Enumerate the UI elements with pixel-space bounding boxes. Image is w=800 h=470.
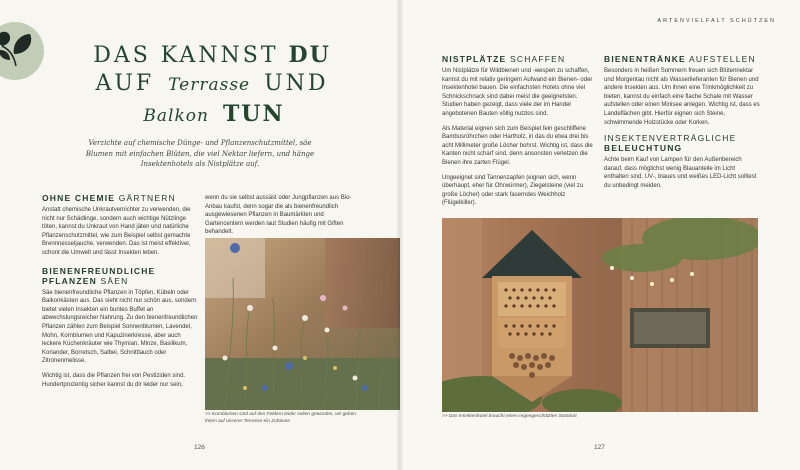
heading-beleuchtung: INSEKTENVERTRÄGLICHE BELEUCHTUNG (604, 133, 737, 154)
title-line1-bold: DU (288, 42, 331, 68)
title-line1-pre: DAS KANNST (93, 43, 279, 68)
heading-nistplaetze: NISTPLÄTZE SCHAFFEN (442, 54, 566, 64)
page-number-right: 127 (594, 444, 605, 451)
right-column-2 (604, 54, 760, 197)
paragraph-nistplaetze-2: Als Material eignen sich zum Beispiel fein geschliffene Bambusröhrchen oder Hartholz, in das du etwa drei bis acht Millimeter große Löcher bohrst. Wichtig ist, dass die Kanten nicht scharf sind, denn ansonsten verletzen die Bienen ihre zarten Flügel. (442, 125, 593, 166)
title-line2-script: Terrasse (168, 75, 251, 95)
paragraph-beleuchtung: Achte beim Kauf von Lampen für den Außenbereich darauf, dass möglichst wenig Blauanteile im Licht enthalten sind. UV-, blaues und weißes LED-Licht solltest du unbedingt meiden. (604, 157, 757, 189)
insect-hotel-image (442, 218, 758, 412)
wildflower-photo (205, 238, 400, 410)
paragraph-bienentraenke: Besonders in heißen Sommern freuen sich Blütennektar und Morgentau nicht als Wasserlieferanten für Bienen und andere Insekten aus. Um ihnen eine Trinkmöglichkeit zu bieten, kannst du einfach eine flache Schale mit Wasser aufstellen oder einen Minisee anlegen. Wichtig ist, dass es Landeflächen gibt. Hierfür eignen sich Steine, schwimmende Holzstücke oder Korken. (604, 68, 760, 126)
insect-hotel-photo (442, 218, 758, 412)
right-page (400, 0, 800, 470)
paragraph-pflanzen: Säe bienenfreundliche Pflanzen in Töpfen, Kübeln oder Balkonkästen aus. Das sieht nicht nur schön aus, sondern bietet vielen Insekten ein buntes Buffet an abwechslungsreicher Nahrung. Zu den bienenfreundlichen Pflanzen zählen zum Beispiel Sonnenblumen, Lavendel, Mohn, Kornblumen und Kapuzinerkresse, aber auch leckere Küchenkräuter wie Thymian, Minze, Basilikum, Koriander, Borretsch, Salbei, Schnittlauch oder Zitronenmelisse. (42, 289, 198, 365)
title-line2-post: UND (264, 71, 329, 96)
wildflower-image (205, 238, 400, 410)
left-photo-caption: >> Kornblumen sind auf den Feldern leider selten geworden, wir geben ihnen auf unserer Terrasse ein Zuhause (205, 412, 356, 424)
paragraph-pestizide: Wichtig ist, dass die Pflanzen frei von Pestiziden sind. Hundertprozentig sicher kannst du dir leider nur sein, (42, 372, 186, 388)
heading-bienentraenke: BIENENTRÄNKE AUFSTELLEN (604, 54, 756, 64)
heading-bienenfreundliche-pflanzen: BIENENFREUNDLICHE PFLANZEN SÄEN (42, 265, 156, 286)
book-gutter (396, 0, 404, 470)
paragraph-nistplaetze-1: Um Nistplätze für Wildbienen und -wespen zu schaffen, kannst du mit relativ geringem Aufwand ein Bienen- oder Insektenhotel bauen. Die einfachsten Hotels ohne viel Schnickschnack sind dabei meist die geeignetsten. Studien haben gezeigt, dass viele der im Handel angebotenen Bauten völlig nutzlos sind. (442, 68, 593, 117)
subtitle: Verzichte auf chemische Dünge- und Pflanzenschutzmittel, säe Blumen mit einfachen Blüten, die viel Nektar liefern, und hänge Insektenhotels als Nistplätze auf. (85, 139, 315, 168)
paragraph-bio-anbau: wenn du sie selbst aussäst oder Jungpflanzen aus Bio-Anbau kaufst, denn sogar die als bienenfreundlich ausgewiesenen Pflanzen in Baumärkten und Gartencentern werden laut Studien häufig mit Giften behandelt. (205, 195, 352, 236)
title-line3-script: Balkon (143, 106, 209, 126)
right-column-1 (442, 54, 594, 214)
heading-ohne-chemie: OHNE CHEMIE GÄRTNERN (42, 193, 176, 203)
leaf-badge (0, 22, 44, 80)
paragraph-nistplaetze-3: Ungeeignet sind Tannenzapfen (eignen sich, wenn überhaupt, eher für Ohrwürmer), Ziegelsteine (viel zu große Löcher) oder stark faserndes Weichholz (Flügelkiller). (442, 174, 584, 207)
right-photo-caption: >> Das Insektenhotel braucht einen regengeschützten Standort (442, 414, 577, 419)
page-title (62, 44, 362, 126)
title-line2-pre: AUF (95, 71, 155, 96)
left-column-2 (205, 194, 360, 243)
title-line3-bold: TUN (222, 101, 285, 127)
section-header: ARTENVIELFALT SCHÜTZEN (657, 18, 776, 24)
left-column-1 (42, 193, 198, 395)
leaf-icon (0, 26, 36, 70)
page-number-left: 126 (194, 444, 205, 451)
paragraph-ohne-chemie: Anstatt chemische Unkrautvernichter zu verwenden, die nicht nur Schädlinge, sondern auch wichtige Nützlinge töten, kannst du Unkraut von Hand jäten und natürliche Pflanzenschutzmittel, wie zum Beispiel selbst gemachte Brennnesseljauche, verwenden. Das ist meist effektiver, schont die Umwelt und lässt Insekten leben. (42, 207, 191, 256)
